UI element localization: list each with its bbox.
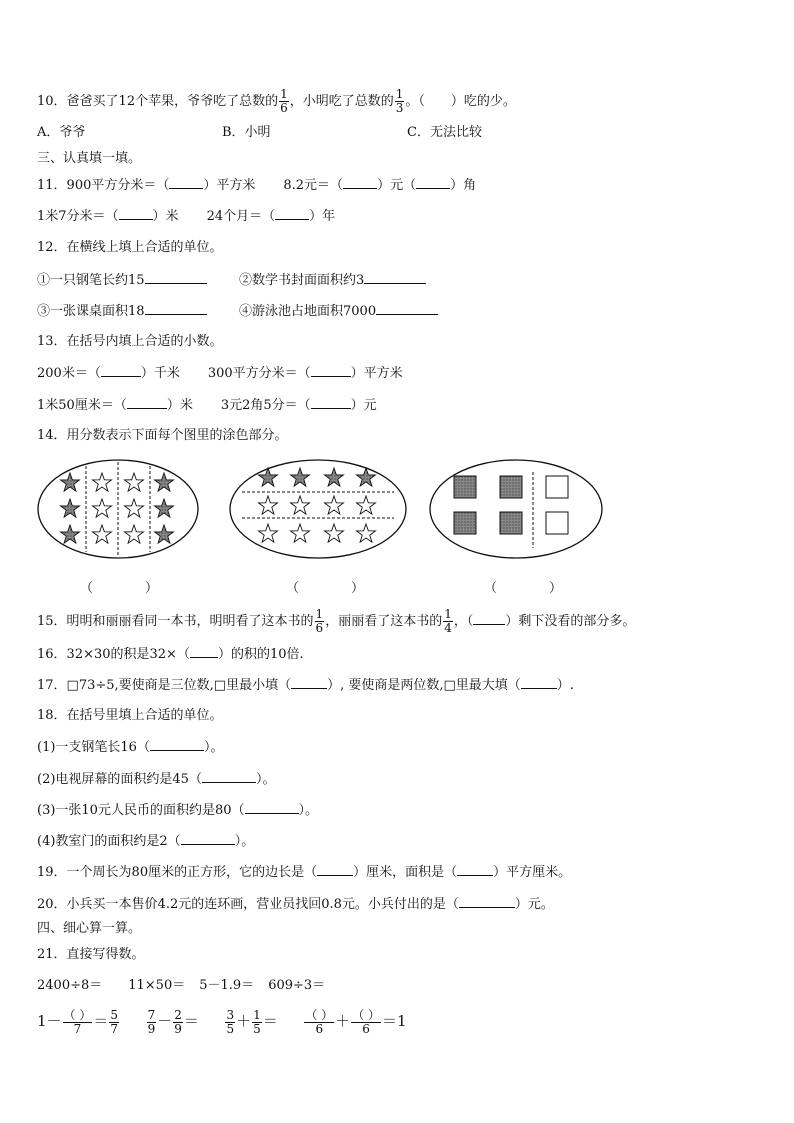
q18-item-4: (4)教室门的面积约是2（ ）。 [37,834,255,849]
q10-option-b: B．小明 [222,125,271,140]
q13-line-1: 200米＝（ ）千米 300平方分米＝（ ）平方米 [37,366,403,381]
q12-row-1: ①一只钢笔长约15 ②数学书封面面积约3 [37,271,737,289]
q14-title: 14．用分数表示下面每个图里的涂色部分。 [37,428,288,443]
q18-title: 18．在括号里填上合适的单位。 [37,708,223,723]
q21-row-1: 2400÷8＝ 11×50＝ 5－1.9＝ 609÷3＝ [37,978,326,993]
q12-title: 12．在横线上填上合适的单位。 [37,240,223,255]
q18-item-1: (1)一支钢笔长16（ ）。 [37,740,224,755]
q16-line: 16．32×30的积是32×（ ）的积的10倍. [37,647,304,662]
q21-row-2: 1－ $\frac{( )}{7}$ ＝ $\frac{5}{7}$ $\frac{7}{9}$ － $\frac{2}{9}$ ＝ $\frac{3}{5}$ ＋ $\frac{1}{5}$ ＝ $\frac{( )}{6}$ ＋ $\frac{( )}{6}$ ＝1 [37,1007,407,1036]
q19-line: 19．一个周长为80厘米的正方形，它的边长是（ ）厘米，面积是（ ）平方厘米。 [37,865,572,880]
q20-line: 20．小兵买一本售价4.2元的连环画，营业员找回0.8元。小兵付出的是（ ）元。 [37,897,554,912]
q14-figure-1 [36,458,200,560]
q21-title: 21．直接写得数。 [37,947,145,962]
q10-option-c: C．无法比较 [407,125,482,140]
q10-text: 10．爸爸买了12个苹果，爷爷吃了总数的 [37,94,279,109]
q14-figure-3 [428,458,604,560]
q14-answer-3: （ ） [484,581,563,596]
q10-options [37,124,737,142]
q10-line [37,88,516,115]
q11-line-2: 1米7分米＝（ ）米 24个月＝（ ）年 [37,209,336,224]
q11-line-1: 11．900平方分米＝（ ）平方米 8.2元＝（ ）元（ ）角 [37,178,477,193]
q14-figure-2 [228,458,408,560]
q10-frac-1: $\frac{1}{6}$ [280,87,288,115]
section-3-heading: 三、认真填一填。 [37,151,142,166]
q13-line-2: 1米50厘米＝（ ）米 3元2角5分＝（ ）元 [37,398,377,413]
q14-answer-2: （ ） [286,581,365,596]
q12-row-2: ③一张课桌面积18 ④游泳池占地面积7000 [37,302,737,320]
q10-text-mid: ，小明吃了总数的 [289,94,394,109]
q18-item-3: (3)一张10元人民币的面积约是80（ ）。 [37,803,319,818]
q10-frac-2: $\frac{1}{3}$ [395,87,404,115]
q18-item-2: (2)电视屏幕的面积约是45（ ）。 [37,772,276,787]
q10-option-a: A．爷爷 [37,125,86,140]
q17-line: 17．□73÷5,要使商是三位数,□里最小填（ ）, 要使商是两位数,□里最大填（ ）. [37,678,574,693]
q14-answer-1: （ ） [80,581,159,596]
q15-line: 15．明明和丽丽看同一本书，明明看了这本书的 $\frac{1}{6}$ ，丽丽看了这本书的 $\frac{1}{4}$ ，（ ）剩下没看的部分多。 [37,607,636,635]
section-4-heading: 四、细心算一算。 [37,921,142,936]
q10-text-post: 。（ ）吃的少。 [405,94,516,109]
q13-title: 13．在括号内填上合适的小数。 [37,334,223,349]
